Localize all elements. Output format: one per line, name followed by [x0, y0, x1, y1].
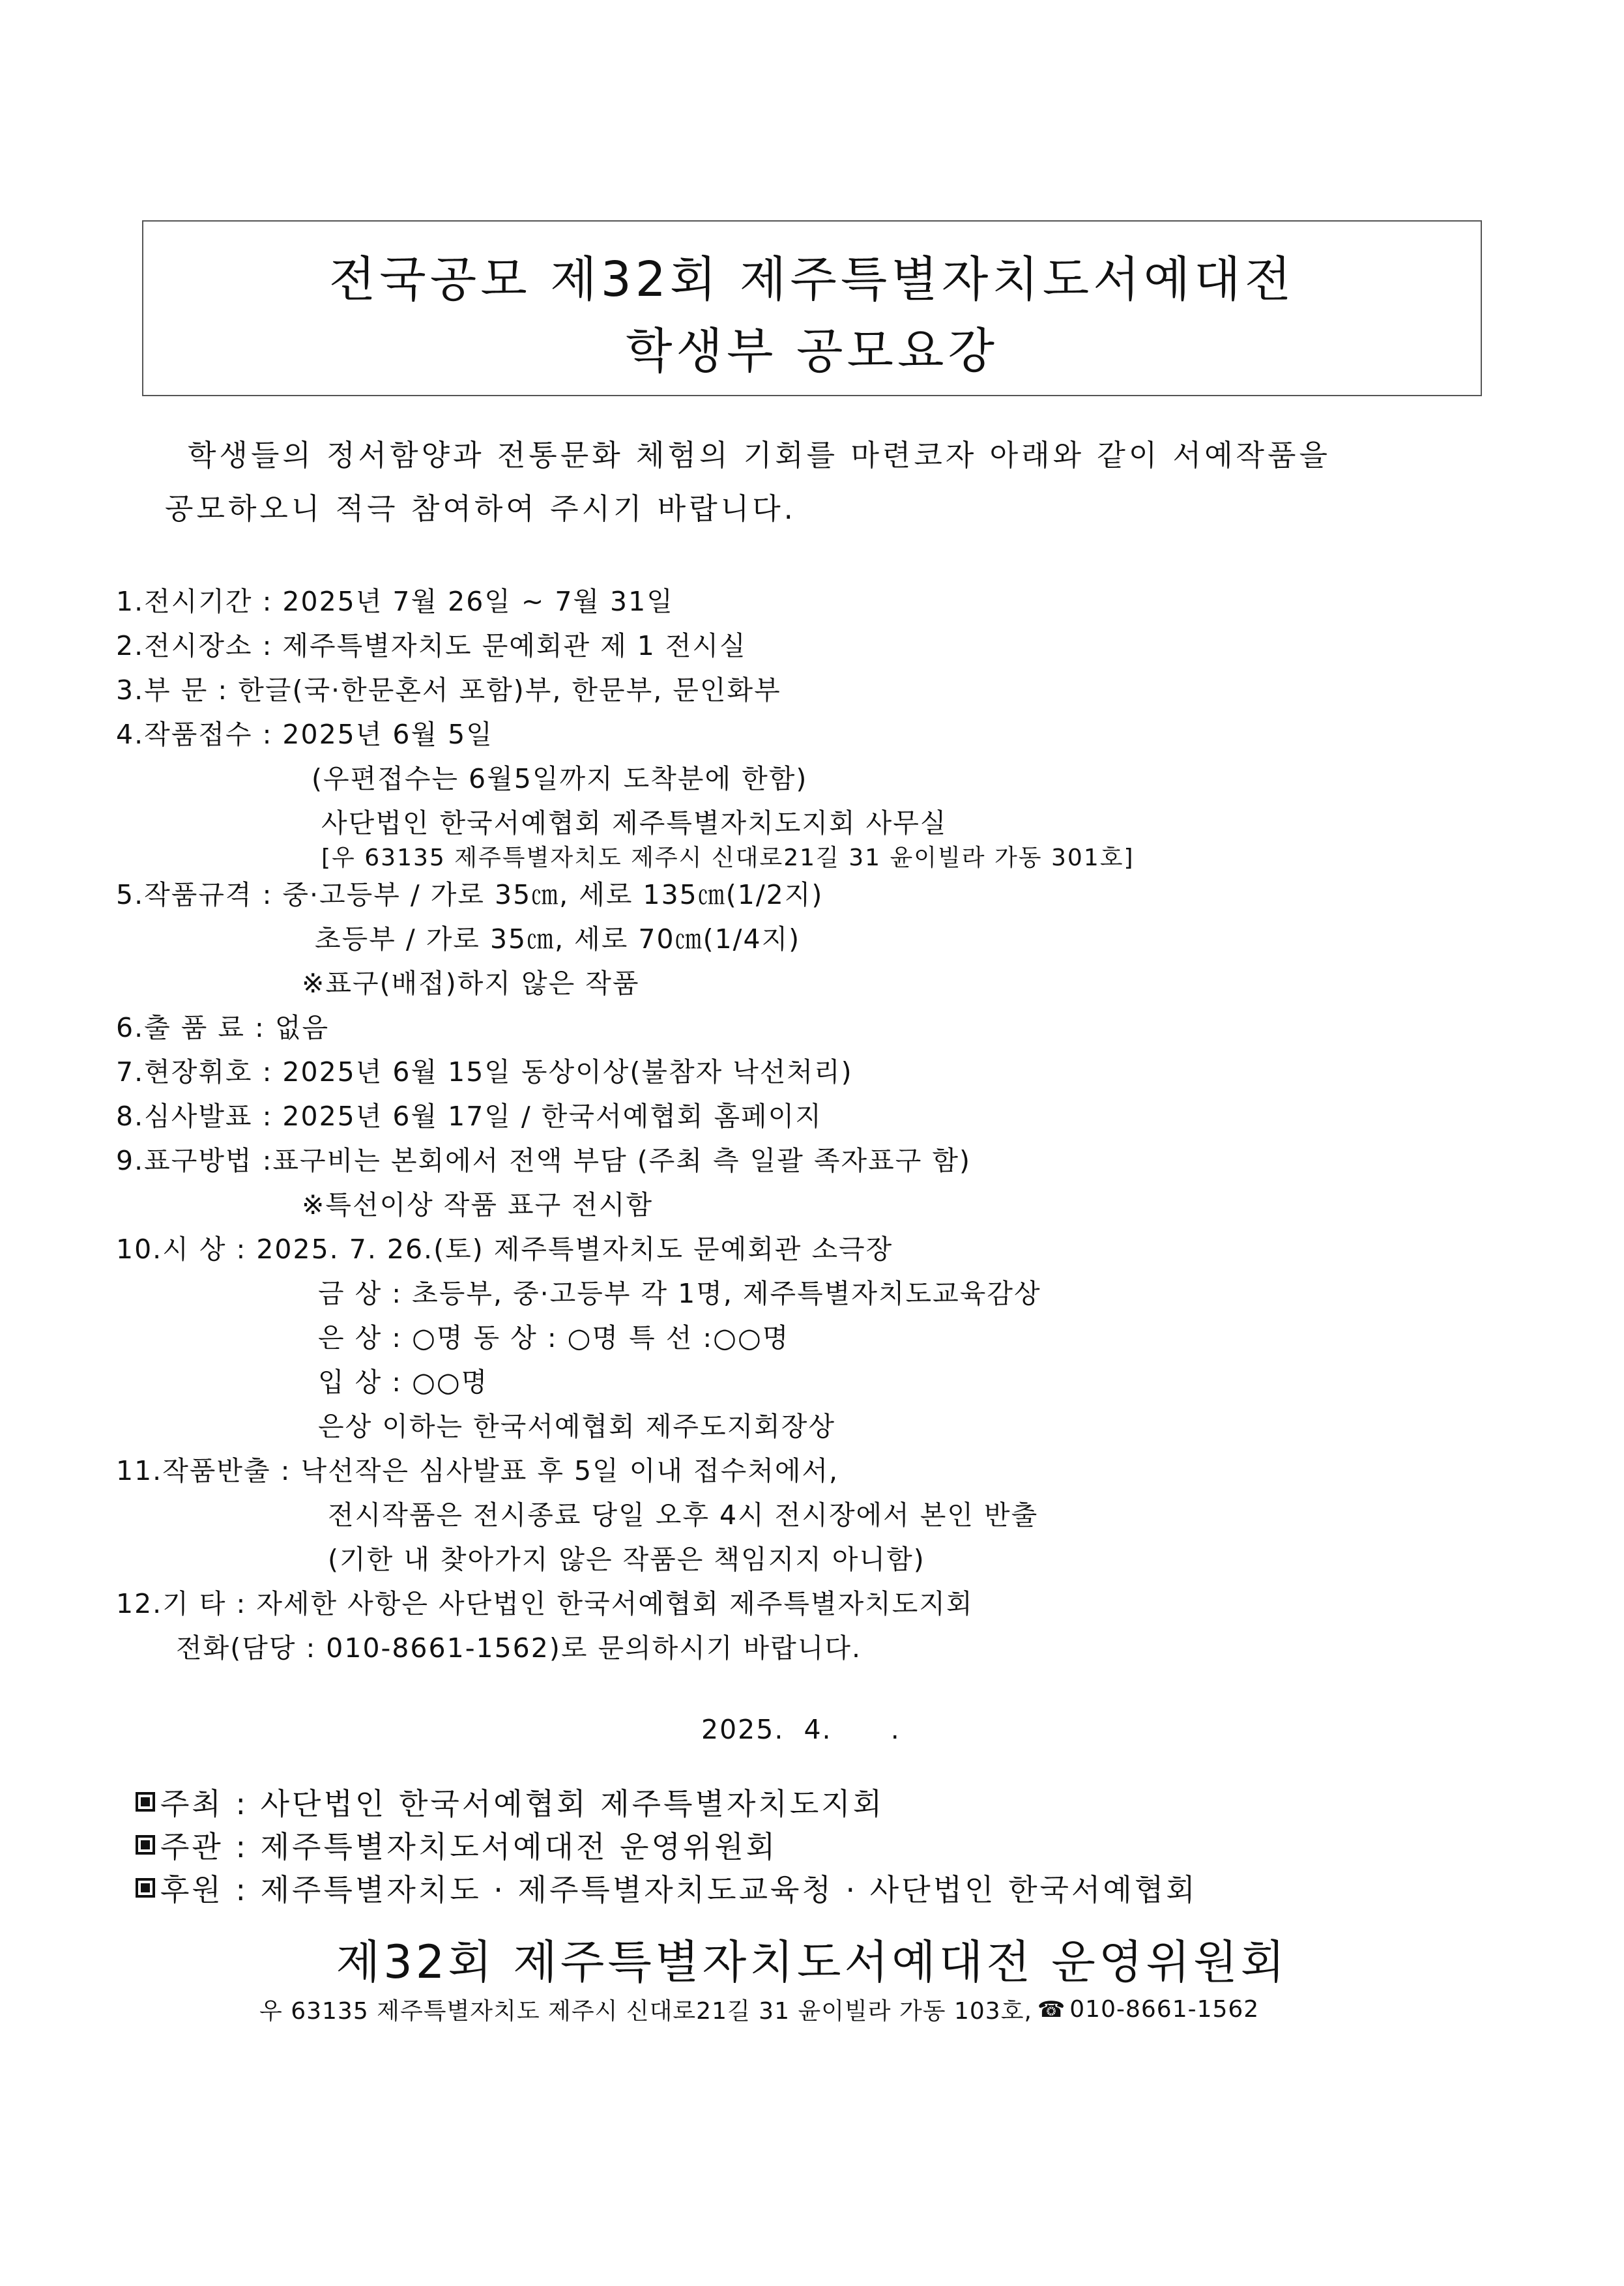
item-awards-gold: 금 상 : 초등부, 중·고등부 각 1명, 제주특별자치도교육감상 — [318, 1278, 1041, 1309]
intro-line-2: 공모하오니 적극 참여하여 주시기 바랍니다. — [165, 491, 796, 526]
committee-name: 제32회 제주특별자치도서예대전 운영위원회 — [336, 1935, 1288, 1989]
item-awards-note: 은상 이하는 한국서예협회 제주도지회장상 — [318, 1411, 836, 1442]
main-title: 전국공모 제32회 제주특별자치도서예대전 — [328, 252, 1296, 308]
filled-square-bullet-icon — [136, 1878, 155, 1898]
item-size-note: ※표구(배접)하지 않은 작품 — [302, 968, 640, 999]
item-return-exhibited: 전시작품은 전시종료 당일 오후 4시 전시장에서 본인 반출 — [328, 1499, 1039, 1531]
org-host: 주최 : 사단법인 한국서예협회 제주특별자치도지회 — [160, 1786, 885, 1821]
item-other-phone: 전화(담당 : 010-8661-1562)로 문의하시기 바랍니다. — [176, 1632, 862, 1664]
sub-title: 학생부 공모요강 — [626, 323, 998, 379]
item-results: 8.심사발표 : 2025년 6월 17일 / 한국서예협회 홈페이지 — [116, 1101, 822, 1132]
item-framing-note: ※특선이상 작품 표구 전시함 — [302, 1189, 654, 1221]
org-organizer: 주관 : 제주특별자치도서예대전 운영위원회 — [160, 1829, 778, 1864]
item-submission: 4.작품접수 : 2025년 6월 5일 — [116, 719, 493, 750]
item-submission-address: [우 63135 제주특별자치도 제주시 신대로21길 31 윤이빌라 가동 301호] — [321, 845, 1135, 871]
intro-line-1: 학생들의 정서함양과 전통문화 체험의 기회를 마련코자 아래와 같이 서예작품을 — [188, 438, 1331, 472]
address-text: 우 63135 제주특별자치도 제주시 신대로21길 31 윤이빌라 가동 103호, — [259, 1998, 1032, 2025]
item-exhibition-period: 1.전시기간 : 2025년 7월 26일 ~ 7월 31일 — [116, 586, 674, 617]
org-organizer-row — [136, 1823, 777, 1866]
item-awards: 10.시 상 : 2025. 7. 26.(토) 제주특별자치도 문예회관 소극장 — [116, 1234, 893, 1265]
org-sponsor-row — [136, 1866, 1198, 1909]
title-box — [142, 220, 1482, 396]
org-sponsor: 후원 : 제주특별자치도 · 제주특별자치도교육청 · 사단법인 한국서예협회 — [160, 1872, 1198, 1907]
item-awards-entry: 입 상 : ○○명 — [318, 1367, 489, 1398]
footer-address — [259, 1993, 1259, 2026]
item-submission-office: 사단법인 한국서예협회 제주특별자치도지회 사무실 — [321, 807, 948, 839]
item-framing: 9.표구방법 :표구비는 본회에서 전액 부담 (주최 측 일괄 족자표구 함) — [116, 1145, 971, 1176]
item-other: 12.기 타 : 자세한 사항은 사단법인 한국서예협회 제주특별자치도지회 — [116, 1588, 974, 1619]
item-return-note: (기한 내 찾아가지 않은 작품은 책임지지 아니함) — [328, 1544, 925, 1575]
item-return: 11.작품반출 : 낙선작은 심사발표 후 5일 이내 접수처에서, — [116, 1455, 839, 1486]
item-exhibition-venue: 2.전시장소 : 제주특별자치도 문예회관 제 1 전시실 — [116, 630, 747, 661]
filled-square-bullet-icon — [136, 1835, 155, 1855]
item-category: 3.부 문 : 한글(국·한문혼서 포함)부, 한문부, 문인화부 — [116, 674, 781, 706]
item-awards-silver-bronze: 은 상 : ○명 동 상 : ○명 특 선 :○○명 — [318, 1322, 790, 1353]
filled-square-bullet-icon — [136, 1792, 155, 1812]
telephone-icon: ☎ — [1037, 1996, 1066, 2023]
item-submission-note: (우편접수는 6월5일까지 도착분에 한함) — [312, 763, 808, 794]
org-host-row — [136, 1780, 884, 1823]
item-entry-fee: 6.출 품 료 : 없음 — [116, 1012, 330, 1043]
address-phone: 010-8661-1562 — [1069, 1996, 1260, 2023]
item-size-elementary: 초등부 / 가로 35㎝, 세로 70㎝(1/4지) — [315, 923, 801, 955]
item-size: 5.작품규격 : 중·고등부 / 가로 35㎝, 세로 135㎝(1/2지) — [116, 879, 824, 910]
item-onsite-writing: 7.현장휘호 : 2025년 6월 15일 동상이상(불참자 낙선처리) — [116, 1056, 853, 1088]
document-date: 2025. 4. . — [701, 1714, 901, 1745]
